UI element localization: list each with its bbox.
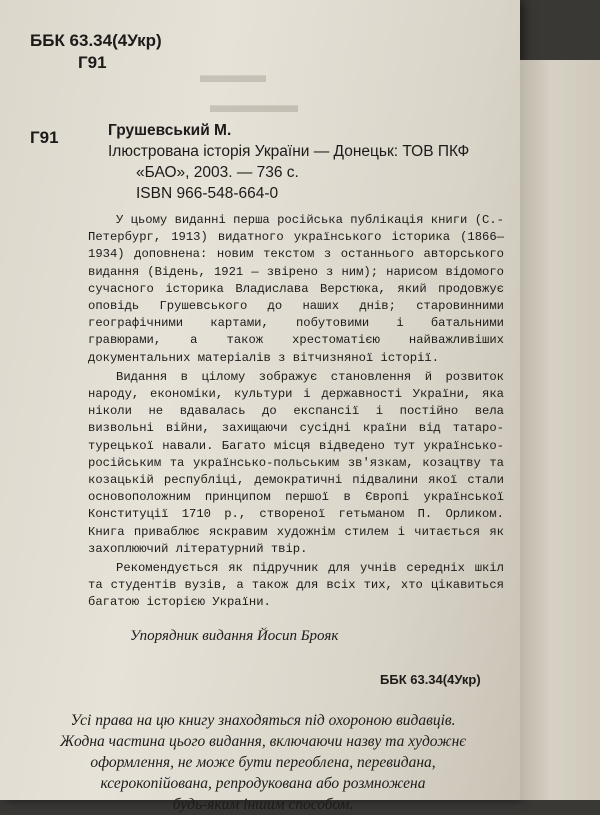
- classification-block: [30, 30, 162, 74]
- annotation-paragraph: Рекомендується як підручник для учнів середніх шкіл та студентів вузів, а також для всіх тих, хто цікавиться багатою історією України.: [88, 561, 504, 610]
- author-index: Г91: [78, 53, 107, 72]
- next-page-edge: [520, 60, 600, 800]
- bibliographic-record: [108, 120, 508, 204]
- record-title-line: Ілюстрована історія України — Донецьк: ТОВ ПКФ: [108, 143, 470, 160]
- copyright-line: Усі права на цю книгу знаходяться під охороною видавців.: [70, 712, 456, 729]
- record-title: [108, 141, 508, 183]
- record-author: Грушевський М.: [108, 122, 232, 139]
- compiler-credit: Упорядник видання Йосип Брояк: [130, 628, 339, 644]
- copyright-line: Жодна частина цього видання, включаючи назву та художнє: [59, 733, 467, 750]
- copyright-notice: [28, 710, 498, 815]
- annotation-paragraph: У цьому виданні перша російська публікація книги (С.-Петербург, 1913) видатного українського історика (1866—1934) доповнена: новим текстом з останнього авторського видання (Відень, 1921 — звірено з ним); нарисом відомого сучасного історика Владислава Верстюка, який продовжує оповідь Грушевського до наших днів; старовинними географічними картами, побутовими і батальними гравюрами, а також хрестоматією найважливіших документальних матеріалів з вітчизняної історії.: [88, 213, 504, 365]
- bbk-code-bottom: ББК 63.34(4Укр): [380, 672, 481, 687]
- record-index: Г91: [30, 128, 59, 147]
- bbk-code: ББК 63.34(4Укр): [30, 31, 162, 50]
- copyright-line: оформлення, не може бути переоблена, перевидана,: [90, 754, 436, 771]
- copyright-line: ксерокопійована, репродукована або розмножена: [100, 775, 426, 792]
- bleed-through-shadow: ▬▬▬▬: [210, 92, 298, 117]
- annotation-paragraph: Видання в цілому зображує становлення й розвиток народу, економіки, культури і державності України, яка ніколи не вдавалась до експансії і постійно вела визвольні війни, захищаючи сусідні країни від татаро-турецької навали. Багато місця відведено тут українсько-російським та українсько-польським зв'язкам, козацтву та козацькій республіці, демократичні підвалини якої стали основоположним принципом першої в Європі української Конституції 1710 р., створеної гетьманом П. Орликом. Книга приваблює яскравим художнім стилем і читається як захоплюючий літературний твір.: [88, 369, 504, 556]
- bleed-through-shadow: ▬▬▬: [200, 62, 266, 87]
- record-isbn: ISBN 966-548-664-0: [136, 185, 279, 202]
- annotation: [88, 212, 504, 614]
- copyright-line: будь-яким іншим способом.: [172, 796, 354, 813]
- record-publisher: «БАО», 2003. — 736 с.: [136, 164, 299, 181]
